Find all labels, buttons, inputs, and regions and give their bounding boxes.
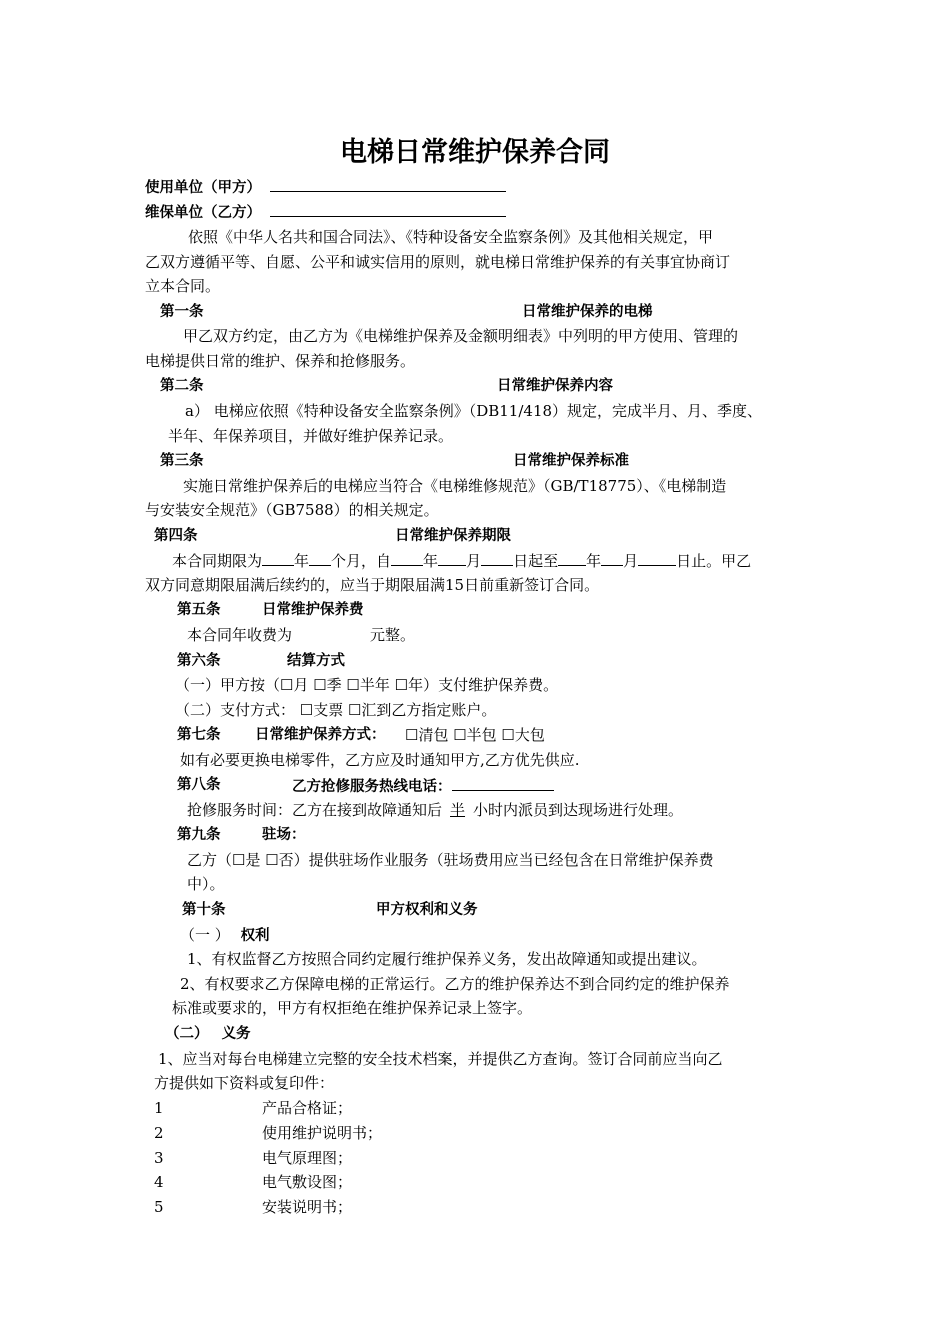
end-day-blank xyxy=(638,550,676,566)
party-b-blank xyxy=(270,201,506,217)
hotline-label: 乙方抢修服务热线电话： xyxy=(292,779,452,795)
article-5-body xyxy=(187,625,415,645)
rights-title: 权利 xyxy=(240,928,270,944)
article-8-title xyxy=(292,775,554,797)
article-3-number: 第三条 xyxy=(160,453,204,469)
payment-method-line: （二）支付方式： ☐支票 ☐汇到乙方指定账户。 xyxy=(175,701,497,719)
term-text: 月 xyxy=(466,552,482,570)
term-text: 年 xyxy=(586,552,602,570)
duties-heading xyxy=(165,1024,251,1044)
article-4-body: 双方同意期限届满后续约的，应当于期限届满15日前重新签订合同。 xyxy=(145,576,600,594)
preamble-line: 乙双方遵循平等、自愿、公平和诚实信用的原则，就电梯日常维护保养的有关事宜协商订 xyxy=(145,253,731,271)
article-7-body: 如有必要更换电梯零件，乙方应及时通知甲方,乙方优先供应. xyxy=(180,751,580,769)
article-3-body: 与安装安全规范》（GB7588）的相关规定。 xyxy=(145,501,439,519)
article-9-number: 第九条 xyxy=(177,827,221,843)
article-3-title: 日常维护保养标准 xyxy=(513,453,629,469)
article-2-body: a） 电梯应依照《特种设备安全监察条例》（DB11/418）规定，完成半月、月、季度、 xyxy=(185,402,763,420)
article-10-title: 甲方权利和义务 xyxy=(376,902,478,918)
article-8-number: 第八条 xyxy=(177,777,221,793)
response-text: 抢修服务时间：乙方在接到故障通知后 xyxy=(187,801,443,819)
article-7-title: 日常维护保养方式： xyxy=(255,727,386,743)
doc-number: 1 xyxy=(154,1099,164,1117)
start-month-blank xyxy=(438,550,466,566)
article-1-number: 第一条 xyxy=(160,304,204,320)
article-5-number: 第五条 xyxy=(177,602,221,618)
article-4-title: 日常维护保养期限 xyxy=(395,528,511,544)
rights-number: （一 ） xyxy=(180,926,230,944)
rights-item: 2、有权要求乙方保障电梯的正常运行。乙方的维护保养达不到合同约定的维护保养 xyxy=(180,975,730,993)
start-year-blank xyxy=(391,550,423,566)
preamble-line: 依照《中华人名共和国合同法》、《特种设备安全监察条例》及其他相关规定，甲 xyxy=(188,228,714,246)
rights-item: 1、有权监督乙方按照合同约定履行维护保养义务，发出故障通知或提出建议。 xyxy=(187,950,707,968)
duties-item: 方提供如下资料或复印件： xyxy=(154,1074,335,1092)
term-months-blank xyxy=(309,550,331,566)
term-text: 月 xyxy=(623,552,639,570)
term-text: 日起至 xyxy=(513,552,559,570)
party-a-blank xyxy=(270,176,506,192)
article-7-number: 第七条 xyxy=(177,727,221,743)
response-hours: 半 xyxy=(450,801,466,819)
end-month-blank xyxy=(601,550,623,566)
hotline-blank xyxy=(452,775,554,791)
response-text: 小时内派员到达现场进行处理。 xyxy=(473,801,684,819)
article-2-number: 第二条 xyxy=(160,378,204,394)
doc-number: 4 xyxy=(154,1173,164,1191)
maintenance-mode-options: ☐清包 ☐半包 ☐大包 xyxy=(405,726,545,744)
article-4-number: 第四条 xyxy=(154,528,198,544)
term-text: 个月，自 xyxy=(331,552,392,570)
term-text: 年 xyxy=(423,552,439,570)
doc-name: 电气敷设图； xyxy=(262,1173,353,1191)
term-text: 本合同期限为 xyxy=(172,552,263,570)
doc-number: 3 xyxy=(154,1149,164,1167)
rights-item: 标准或要求的，甲方有权拒绝在维护保养记录上签字。 xyxy=(172,999,533,1017)
article-8-body xyxy=(187,800,683,820)
rights-heading xyxy=(180,925,270,946)
doc-name: 产品合格证； xyxy=(262,1099,353,1117)
term-text: 年 xyxy=(294,552,310,570)
party-b-label: 维保单位（乙方） xyxy=(145,205,261,221)
term-years-blank xyxy=(262,550,294,566)
doc-number: 2 xyxy=(154,1124,164,1142)
article-5-title: 日常维护保养费 xyxy=(262,602,364,618)
article-9-title: 驻场： xyxy=(262,827,306,843)
payment-period-line: （一）甲方按（☐月 ☐季 ☐半年 ☐年）支付维护保养费。 xyxy=(175,676,559,694)
article-10-number: 第十条 xyxy=(182,902,226,918)
article-1-body: 甲乙双方约定，由乙方为《电梯维护保养及金额明细表》中列明的甲方使用、管理的 xyxy=(183,327,739,345)
party-a-label: 使用单位（甲方） xyxy=(145,180,261,196)
doc-name: 使用维护说明书； xyxy=(262,1124,383,1142)
article-6-title: 结算方式 xyxy=(287,653,345,669)
article-1-title: 日常维护保养的电梯 xyxy=(522,304,653,320)
party-a-row xyxy=(145,176,506,198)
doc-number: 5 xyxy=(154,1198,164,1216)
article-2-body: 半年、年保养项目，并做好维护保养记录。 xyxy=(168,427,454,445)
fee-text: 元整。 xyxy=(370,626,416,644)
duties-title: 义务 xyxy=(221,1026,251,1042)
article-2-title: 日常维护保养内容 xyxy=(497,378,613,394)
end-year-blank xyxy=(558,550,586,566)
fee-text: 本合同年收费为 xyxy=(187,626,293,644)
article-9-body: 乙方（☐是 ☐否）提供驻场作业服务（驻场费用应当已经包含在日常维护保养费 xyxy=(187,851,714,869)
article-9-body: 中）。 xyxy=(187,875,225,893)
article-4-term-line xyxy=(172,550,751,571)
doc-name: 电气原理图； xyxy=(262,1149,353,1167)
doc-name: 安装说明书； xyxy=(262,1198,353,1216)
article-6-number: 第六条 xyxy=(177,653,221,669)
preamble-line: 立本合同。 xyxy=(145,277,221,295)
page-title: 电梯日常维护保养合同 xyxy=(340,137,610,168)
party-b-row xyxy=(145,201,506,223)
term-text: 日止。甲乙 xyxy=(676,552,752,570)
duties-item: 1、应当对每台电梯建立完整的安全技术档案，并提供乙方查询。签订合同前应当向乙 xyxy=(158,1050,723,1068)
article-1-body: 电梯提供日常的维护、保养和抢修服务。 xyxy=(145,352,416,370)
start-day-blank xyxy=(481,550,513,566)
duties-number: （二） xyxy=(165,1026,209,1042)
article-3-body: 实施日常维护保养后的电梯应当符合《电梯维修规范》（GB/T18775）、《电梯制造 xyxy=(183,477,727,495)
